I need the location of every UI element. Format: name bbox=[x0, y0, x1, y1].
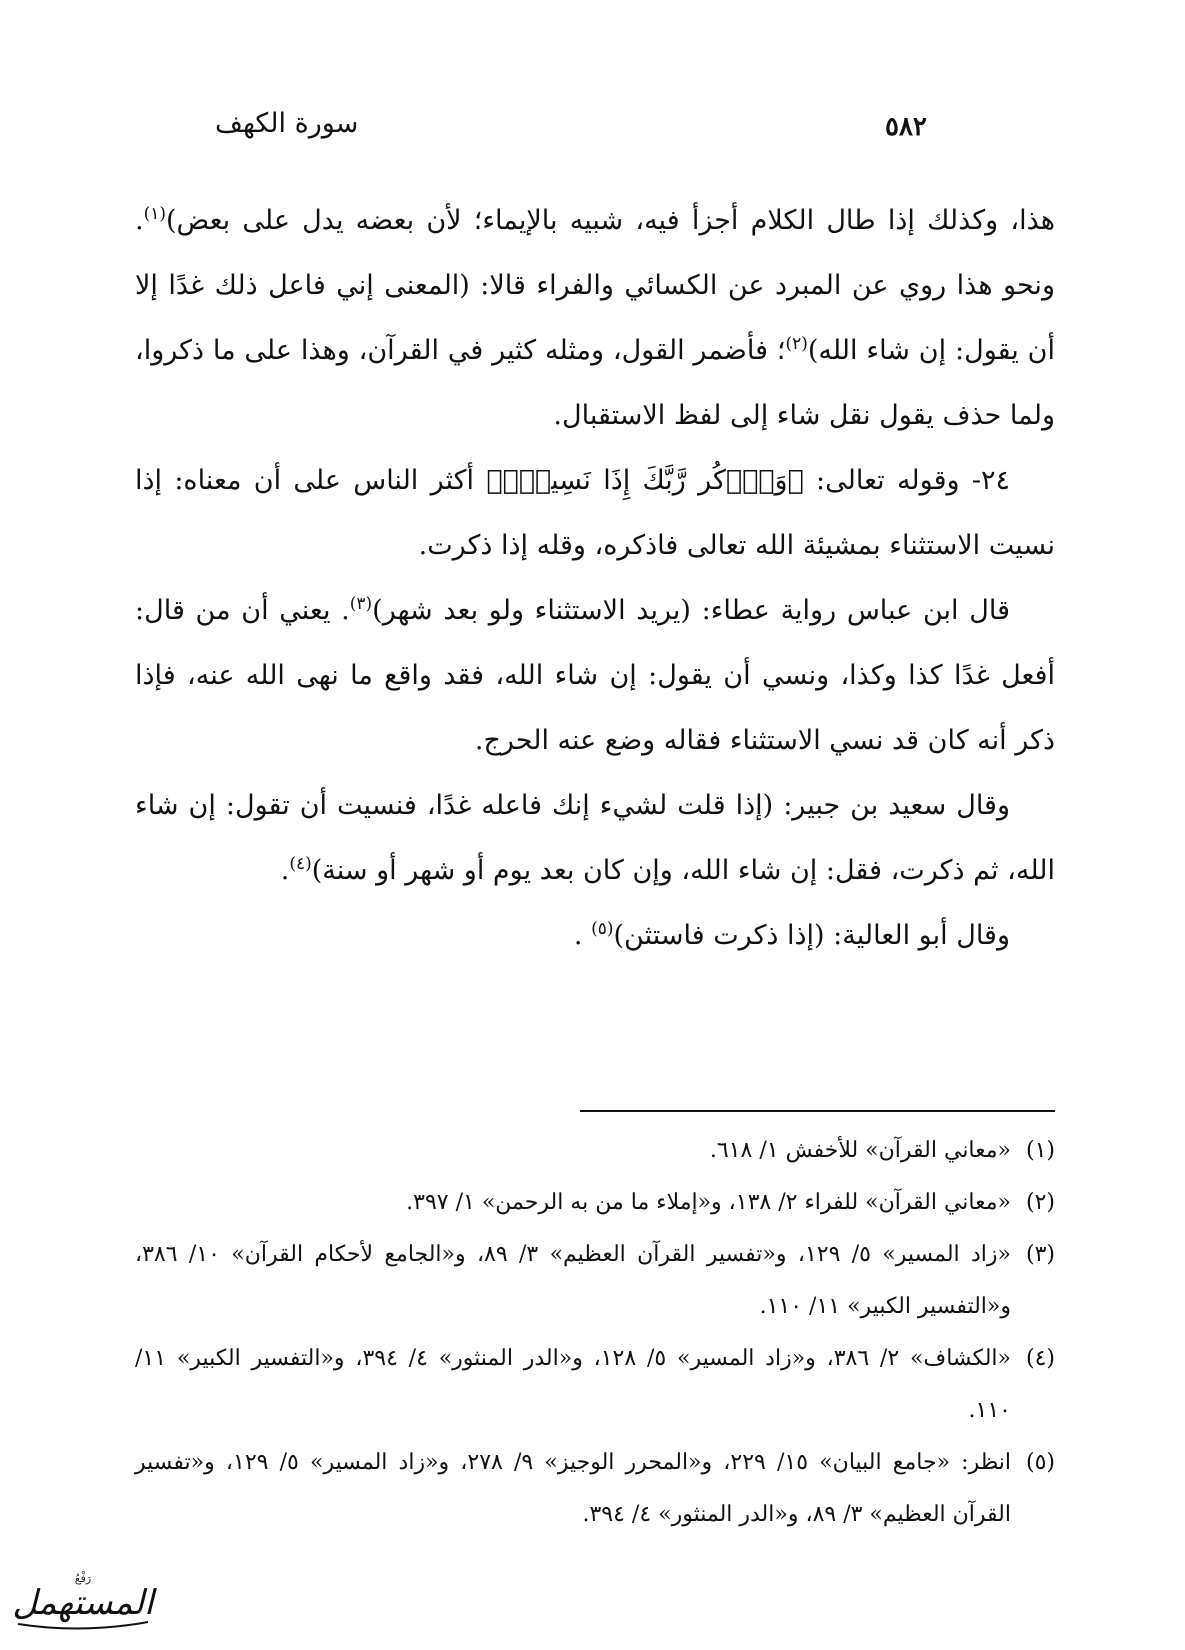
paragraph-text: . bbox=[573, 920, 592, 951]
footnote-text: «معاني القرآن» للأخفش ١/ ٦١٨. bbox=[709, 1138, 1011, 1163]
footnote-number: (٣) bbox=[1025, 1242, 1055, 1267]
paragraph-3 bbox=[135, 578, 1055, 773]
paragraph-text: ٢٤- وقوله تعالى: bbox=[803, 465, 1010, 496]
footnote-divider bbox=[580, 1110, 1055, 1112]
paragraph-2 bbox=[135, 448, 1055, 578]
footnote-ref-4: (٤) bbox=[289, 854, 312, 874]
footnote-2 bbox=[135, 1177, 1055, 1229]
paragraph-1 bbox=[135, 188, 1055, 448]
footnote-1 bbox=[135, 1125, 1055, 1177]
paragraph-text: ؛ فأضمر القول، ومثله كثير في القرآن، وهذا على ما ذكروا، ولما حذف يقول نقل شاء إلى لفظ الاستقبال. bbox=[135, 335, 1055, 431]
footnote-ref-1: (١) bbox=[143, 204, 167, 224]
page-number: ٥٨٢ bbox=[885, 112, 927, 142]
footnote-number: (٥) bbox=[1026, 1450, 1056, 1475]
paragraph-text: وقال أبو العالية: (إذا ذكرت فاستثن) bbox=[613, 920, 1010, 951]
footnote-5 bbox=[135, 1437, 1055, 1541]
footnote-4 bbox=[135, 1333, 1055, 1437]
quran-verse: ﴿وَٱذۡكُر رَّبَّكَ إِذَا نَسِيتَۚ﴾ bbox=[486, 465, 804, 496]
footnote-text: انظر: «جامع البيان» ١٥/ ٢٢٩، و«المحرر الوجيز» ٩/ ٢٧٨، و«زاد المسير» ٥/ ١٢٩، و«تفسير القرآن العظيم» ٣/ ٨٩، و«الدر المنثور» ٤/ ٣٩٤. bbox=[135, 1450, 1012, 1527]
footnote-text: «زاد المسير» ٥/ ١٢٩، و«تفسير القرآن العظيم» ٣/ ٨٩، و«الجامع لأحكام القرآن» ١٠/ ٣٨٦، و«التفسير الكبير» ١١/ ١١٠. bbox=[135, 1242, 1011, 1319]
footnote-3 bbox=[135, 1229, 1055, 1333]
paragraph-text: . bbox=[280, 855, 290, 886]
footnote-number: (٢) bbox=[1025, 1190, 1055, 1215]
footnote-number: (٤) bbox=[1025, 1346, 1055, 1371]
logo-top-mark: رَفْعُ bbox=[74, 1572, 92, 1585]
paragraph-text: قال ابن عباس رواية عطاء: (يريد الاستثناء ولو بعد شهر) bbox=[372, 595, 1010, 626]
main-text bbox=[135, 188, 1055, 968]
footnote-ref-3: (٣) bbox=[349, 594, 373, 614]
paragraph-text: . يعني أن من قال: أفعل غدًا كذا وكذا، ونسي أن يقول: إن شاء الله، فقد واقع ما نهى الله عنه، فإذا ذكر أنه كان قد نسي الاستثناء فقاله وضع عنه الحرج. bbox=[135, 595, 1055, 756]
paragraph-text: وقال سعيد بن جبير: (إذا قلت لشيء إنك فاعله غدًا، فنسيت أن تقول: إن شاء الله، ثم ذكرت، فقل: إن شاء الله، وإن كان بعد يوم أو شهر أو سنة) bbox=[135, 790, 1055, 886]
paragraph-text: هذا، وكذلك إذا طال الكلام أجزأ فيه، شبيه بالإيماء؛ لأن بعضه يدل على بعض) bbox=[166, 205, 1055, 236]
logo-text: المستهمل bbox=[12, 1583, 154, 1623]
footnote-number: (١) bbox=[1025, 1138, 1055, 1163]
paragraph-text: أكثر الناس على أن معناه: إذا نسيت الاستثناء بمشيئة الله تعالى فاذكره، وقله إذا ذكرت. bbox=[135, 465, 1055, 561]
surah-title: سورة الكهف bbox=[215, 108, 359, 139]
footnote-ref-2: (٢) bbox=[785, 334, 808, 354]
footnote-text: «معاني القرآن» للفراء ٢/ ١٣٨، و«إملاء ما من به الرحمن» ١/ ٣٩٧. bbox=[406, 1190, 1011, 1215]
paragraph-4 bbox=[135, 773, 1055, 903]
publisher-logo bbox=[8, 1568, 158, 1634]
paragraph-5 bbox=[135, 903, 1055, 968]
footnote-text: «الكشاف» ٢/ ٣٨٦، و«زاد المسير» ٥/ ١٢٨، و«الدر المنثور» ٤/ ٣٩٤، و«التفسير الكبير» ١١/ ١١٠. bbox=[135, 1346, 1011, 1423]
footnotes bbox=[135, 1125, 1055, 1541]
paragraph-text: . ونحو هذا روي عن المبرد عن الكسائي والفراء قالا: (المعنى إني فاعل ذلك غدًا إلا أن يقول: إن شاء الله) bbox=[135, 205, 1055, 366]
footnote-ref-5: (٥) bbox=[591, 919, 614, 939]
